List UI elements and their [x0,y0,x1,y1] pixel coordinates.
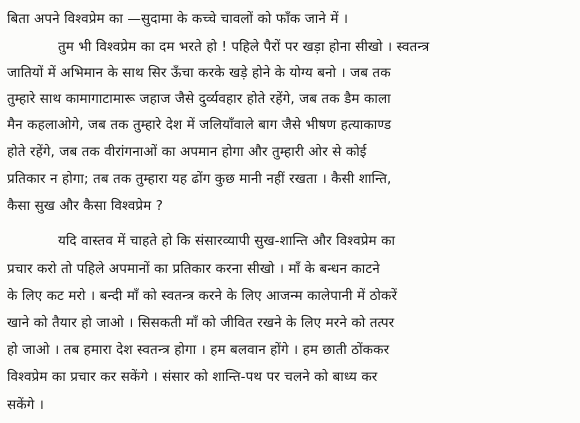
text-line: सकेंगे । [7,397,45,413]
text-line: तुम भी विश्वप्रेम का दम भरते हो ! पहिले पैरों पर खड़ा होना सीखो । स्वतन्त्र [58,39,430,55]
text-line: के लिए कट मरो । बन्दी माँ को स्वतन्त्र करने के लिए आजन्म कालेपानी में ठोकरें [7,288,398,304]
text-line: बिता अपने विश्वप्रेम का —सुदामा के कच्चे चावलों को फाँक जाने में । [7,11,349,27]
text-line: मैन कहलाओगे, जब तक तुम्हारे देश में जलियाँवाले बाग जैसे भीषण हत्याकाण्ड [7,117,392,133]
text-line: तुम्हारे साथ कामागाटामारू जहाज जैसे दुर्व्यवहार होते रहेंगे, जब तक डैम काला [7,91,391,107]
text-line: होते रहेंगे, जब तक वीरांगनाओं का अपमान होगा और तुम्हारी ओर से कोई [7,144,367,160]
text-line: जातियों में अभिमान के साथ सिर ऊँचा करके खड़े होने के योग्य बनो । जब तक [7,65,391,81]
text-line: प्रतिकार न होगा; तब तक तुम्हारा यह ढोंग कुछ मानी नहीं रखता । कैसी शान्ति, [7,171,392,187]
text-line: खाने को तैयार हो जाओ । सिसकती माँ को जीवित रखने के लिए मरने को तत्पर [7,315,395,331]
text-line: हो जाओ । तब हमारा देश स्वतन्त्र होगा । हम बलवान होंगे । हम छाती ठोंककर [7,342,390,358]
text-line: कैसा सुख और कैसा विश्वप्रेम ? [7,198,164,214]
text-line: प्रचार करो तो पहिले अपमानों का प्रतिकार करना सीखो । माँ के बन्धन काटने [7,261,380,277]
text-line: यदि वास्तव में चाहते हो कि संसारव्यापी सुख-शान्ति और विश्वप्रेम का [58,233,396,249]
text-line: विश्वप्रेम का प्रचार कर सकेंगे । संसार को शान्ति-पथ पर चलने को बाध्य कर [7,369,378,385]
